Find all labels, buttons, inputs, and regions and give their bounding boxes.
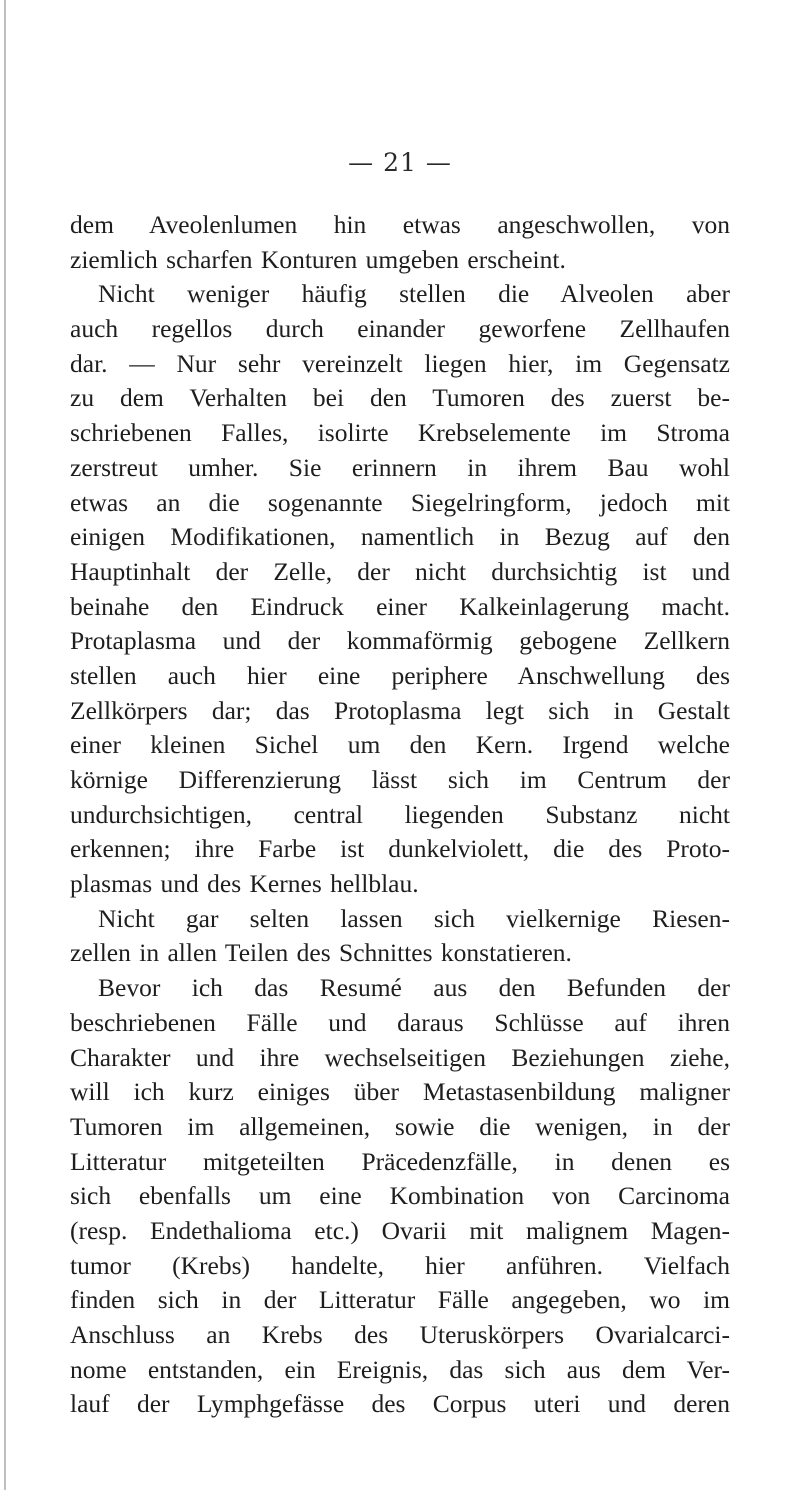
- text-line: zellen in allen Teilen des Schnittes konstatieren.: [70, 938, 572, 968]
- text-line: lauf der Lymphgefässe des Corpus uteri und deren: [70, 1389, 730, 1419]
- text-line: Zellkörpers dar; das Protoplasma legt sich in Gestalt: [70, 695, 730, 725]
- text-line: finden sich in der Litteratur Fälle angegeben, wo im: [70, 1285, 730, 1315]
- text-line: beschriebenen Fälle und daraus Schlüsse auf ihren: [70, 1007, 730, 1037]
- text-line: will ich kurz einiges über Metastasenbildung maligner: [70, 1077, 730, 1107]
- text-line: auch regellos durch einander geworfene Zellhaufen: [70, 314, 730, 344]
- text-line: ziemlich scharfen Konturen umgeben erscheint.: [70, 244, 566, 274]
- text-line: plasmas und des Kernes hellblau.: [70, 869, 419, 899]
- body-text: [70, 208, 730, 1422]
- text-line: zerstreut umher. Sie erinnern in ihrem Bau wohl: [70, 452, 730, 482]
- text-line: etwas an die sogenannte Siegelringform, jedoch mit: [70, 487, 730, 517]
- text-line: schriebenen Falles, isolirte Krebselemente im Stroma: [70, 418, 730, 448]
- text-line: dar. — Nur sehr vereinzelt liegen hier, im Gegensatz: [70, 348, 730, 378]
- text-line: Bevor ich das Resumé aus den Befunden der: [98, 973, 730, 1003]
- page-edge-shadow: [4, 0, 6, 1490]
- text-line: nome entstanden, ein Ereignis, das sich aus dem Ver-: [70, 1354, 730, 1384]
- text-line: Anschluss an Krebs des Uteruskörpers Ovarialcarci-: [70, 1320, 730, 1349]
- text-line: undurchsichtigen, central liegenden Substanz nicht: [70, 799, 730, 829]
- text-line: tumor (Krebs) handelte, hier anführen. Vielfach: [70, 1250, 730, 1280]
- text-line: Tumoren im allgemeinen, sowie die wenigen, in der: [70, 1111, 730, 1141]
- text-line: dem Aveolenlumen hin etwas angeschwollen, von: [70, 210, 730, 239]
- text-line: (resp. Endethalioma etc.) Ovarii mit malignem Magen-: [70, 1215, 730, 1245]
- text-line: Charakter und ihre wechselseitigen Beziehungen ziehe,: [70, 1042, 730, 1072]
- text-line: Litteratur mitgeteilten Präcedenzfälle, in denen es: [70, 1146, 730, 1176]
- text-line: einigen Modifikationen, namentlich in Bezug auf den: [70, 522, 730, 552]
- text-line: beinahe den Eindruck einer Kalkeinlagerung macht.: [70, 591, 730, 621]
- text-line: erkennen; ihre Farbe ist dunkelviolett, die des Proto-: [70, 834, 730, 864]
- text-line: Nicht weniger häufig stellen die Alveolen aber: [98, 279, 730, 309]
- text-line: zu dem Verhalten bei den Tumoren des zuerst be-: [70, 383, 730, 413]
- text-line: Protaplasma und der kommaförmig gebogene Zellkern: [70, 626, 730, 656]
- text-line: körnige Differenzierung lässt sich im Centrum der: [70, 765, 730, 794]
- text-line: Nicht gar selten lassen sich vielkernige Riesen-: [98, 903, 730, 933]
- text-line: einer kleinen Sichel um den Kern. Irgend welche: [70, 730, 730, 760]
- text-line: sich ebenfalls um eine Kombination von Carcinoma: [70, 1181, 730, 1211]
- text-line: Hauptinhalt der Zelle, der nicht durchsichtig ist und: [70, 556, 730, 586]
- text-line: stellen auch hier eine periphere Anschwellung des: [70, 660, 730, 690]
- page-number: — 21 —: [348, 148, 452, 177]
